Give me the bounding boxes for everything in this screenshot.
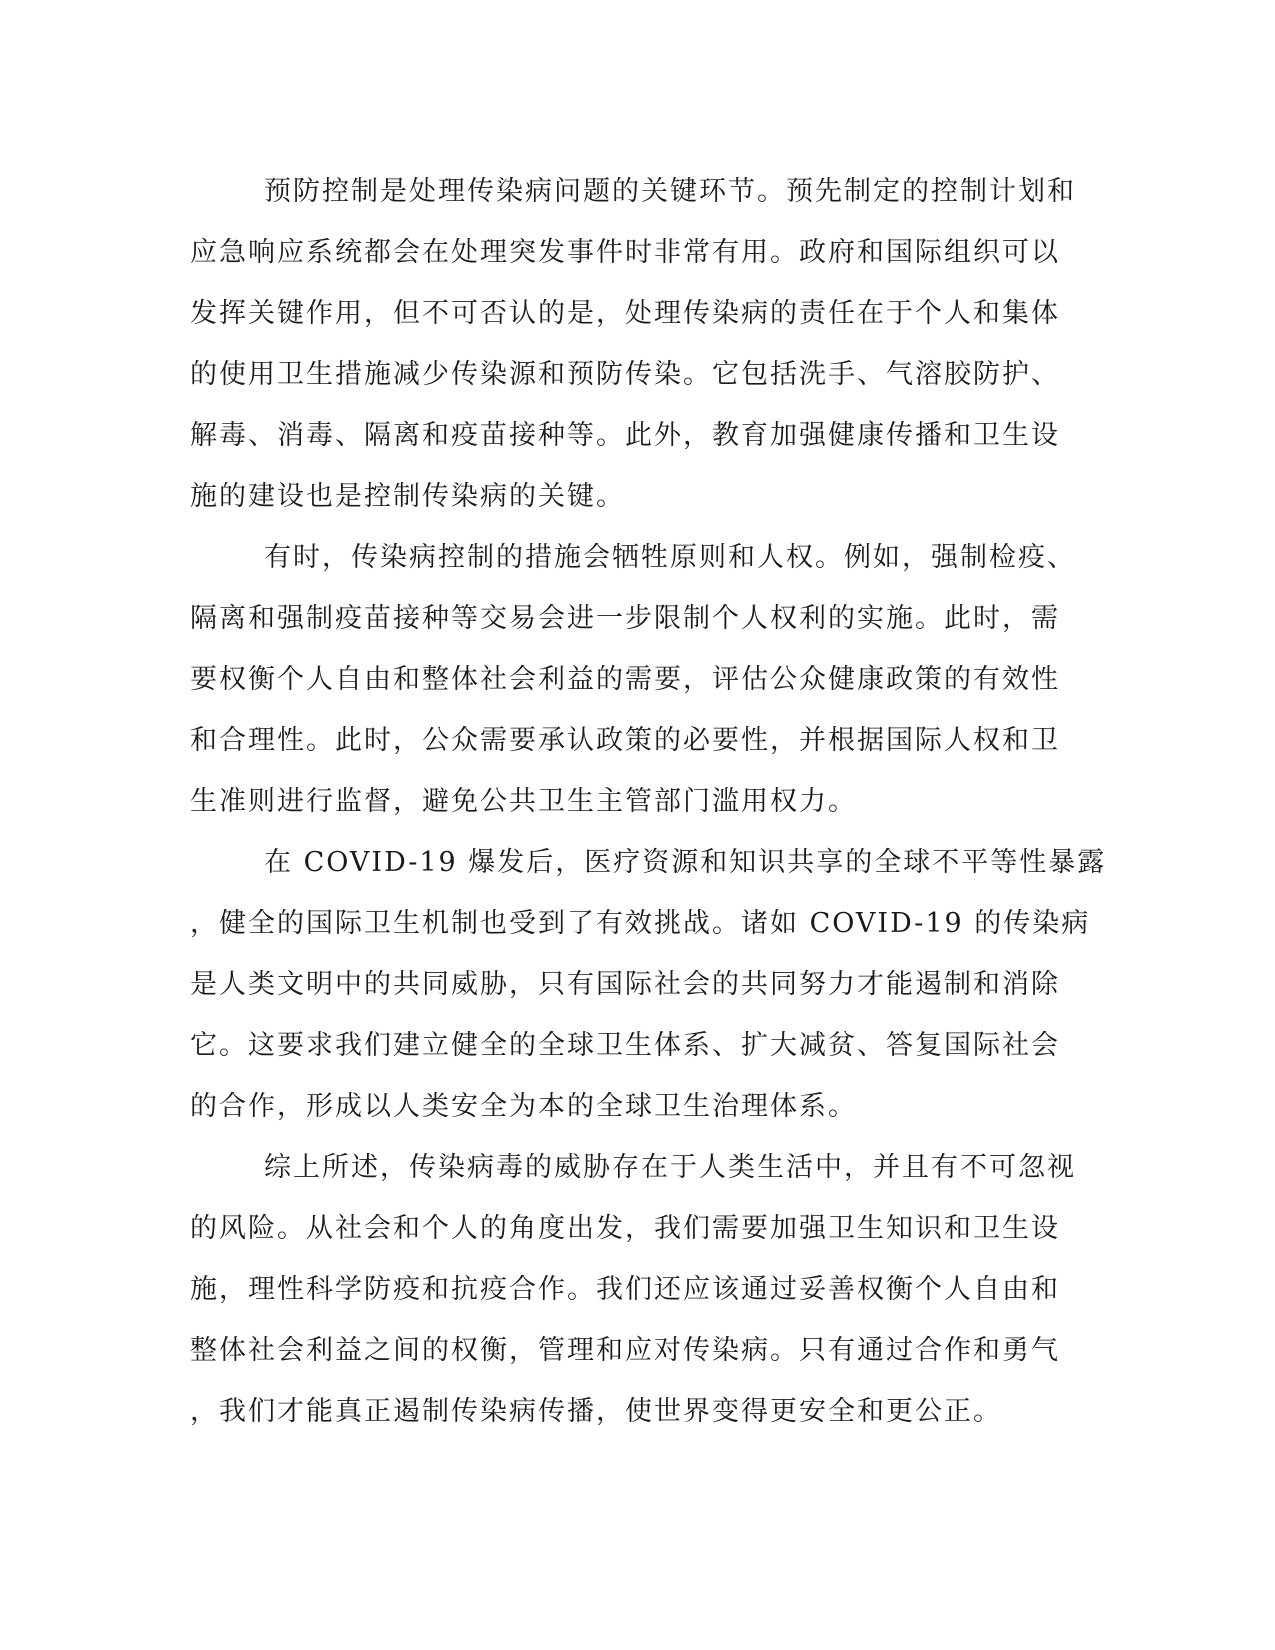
text-line: 施，理性科学防疫和抗疫合作。我们还应该通过妥善权衡个人自由和 [190,1274,1060,1305]
text-line: 预防控制是处理传染病问题的关键环节。预先制定的控制计划和 [264,176,1076,207]
text-line: 它。这要求我们建立健全的全球卫生体系、扩大减贫、答复国际社会 [190,1030,1060,1061]
text-line: 在 COVID-19 爆发后，医疗资源和知识共享的全球不平等性暴露 [264,847,1107,878]
text-line: 和合理性。此时，公众需要承认政策的必要性，并根据国际人权和卫 [190,725,1060,756]
text-line: 施的建设也是控制传染病的关键。 [190,481,625,512]
text-line: 有时，传染病控制的措施会牺牲原则和人权。例如，强制检疫、 [264,542,1076,573]
paragraph-conclusion [190,1137,1076,1442]
text-line: 应急响应系统都会在处理突发事件时非常有用。政府和国际组织可以 [190,237,1060,268]
text-line: 整体社会利益之间的权衡，管理和应对传染病。只有通过合作和勇气 [190,1335,1060,1366]
text-line: 生准则进行监督，避免公共卫生主管部门滥用权力。 [190,786,857,817]
document-body [190,161,1107,1442]
text-line: 的合作，形成以人类安全为本的全球卫生治理体系。 [190,1091,857,1122]
text-line: 的使用卫生措施减少传染源和预防传染。它包括洗手、气溶胶防护、 [190,359,1060,390]
text-line: ，健全的国际卫生机制也受到了有效挑战。诸如 COVID-19 的传染病 [190,908,1091,939]
text-line: 综上所述，传染病毒的威胁存在于人类生活中，并且有不可忽视 [264,1152,1076,1183]
paragraph-human-rights [190,527,1076,832]
text-line: 隔离和强制疫苗接种等交易会进一步限制个人权利的实施。此时，需 [190,603,1060,634]
paragraph-covid-19 [190,832,1107,1137]
text-line: 解毒、消毒、隔离和疫苗接种等。此外，教育加强健康传播和卫生设 [190,420,1060,451]
text-line: 要权衡个人自由和整体社会利益的需要，评估公众健康政策的有效性 [190,664,1060,695]
text-line: ，我们才能真正遏制传染病传播，使世界变得更安全和更公正。 [190,1396,1002,1427]
text-line: 是人类文明中的共同威胁，只有国际社会的共同努力才能遏制和消除 [190,969,1060,1000]
paragraph-prevention-control [190,161,1076,527]
text-line: 的风险。从社会和个人的角度出发，我们需要加强卫生知识和卫生设 [190,1213,1060,1244]
text-line: 发挥关键作用，但不可否认的是，处理传染病的责任在于个人和集体 [190,298,1060,329]
